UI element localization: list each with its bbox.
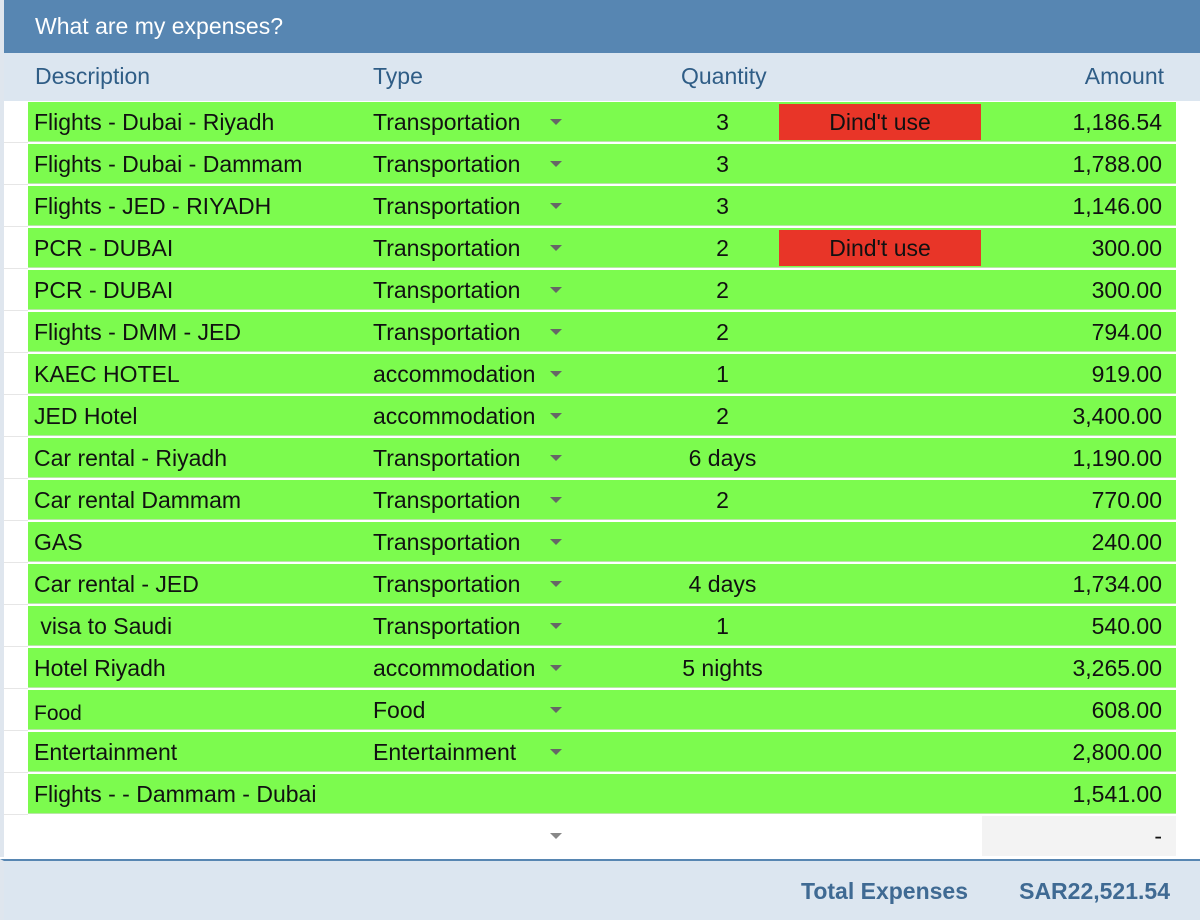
dropdown-arrow-icon[interactable]	[550, 581, 562, 587]
amount-cell[interactable]: 794.00	[1091, 319, 1162, 345]
table-row[interactable]	[0, 563, 1200, 605]
type-cell[interactable]: Transportation	[373, 529, 521, 555]
description-cell[interactable]: Flights - JED - RIYADH	[34, 193, 272, 219]
quantity-cell[interactable]: 2	[716, 487, 729, 513]
column-header-row	[0, 53, 1200, 101]
description-cell[interactable]: Hotel Riyadh	[34, 655, 166, 681]
description-cell[interactable]: visa to Saudi	[34, 613, 173, 639]
type-cell[interactable]: Transportation	[373, 319, 521, 345]
dropdown-arrow-icon[interactable]	[550, 665, 562, 671]
amount-cell[interactable]: 919.00	[1091, 361, 1162, 387]
amount-cell[interactable]: 770.00	[1091, 487, 1162, 513]
dropdown-arrow-icon[interactable]	[550, 539, 562, 545]
row-highlight	[28, 522, 1176, 562]
type-cell[interactable]: Transportation	[373, 109, 521, 135]
dropdown-arrow-icon[interactable]	[550, 455, 562, 461]
amount-cell[interactable]: 3,265.00	[1072, 655, 1162, 681]
type-cell[interactable]: Transportation	[373, 277, 521, 303]
type-cell[interactable]: Entertainment	[373, 739, 517, 765]
description-cell[interactable]: Flights - DMM - JED	[34, 319, 241, 345]
type-cell[interactable]: Transportation	[373, 193, 521, 219]
totals-row	[0, 859, 1200, 920]
amount-cell[interactable]: 1,186.54	[1072, 109, 1162, 135]
amount-cell-background	[982, 816, 1176, 856]
amount-cell[interactable]: 2,800.00	[1072, 739, 1162, 765]
table-row[interactable]	[0, 311, 1200, 353]
type-cell[interactable]: accommodation	[373, 361, 536, 387]
dropdown-arrow-icon[interactable]	[550, 623, 562, 629]
quantity-cell[interactable]: 4 days	[688, 571, 757, 597]
amount-cell[interactable]: 300.00	[1091, 277, 1162, 303]
amount-cell[interactable]: 1,146.00	[1072, 193, 1162, 219]
type-cell[interactable]: accommodation	[373, 403, 536, 429]
type-cell[interactable]: Transportation	[373, 571, 521, 597]
table-row[interactable]	[0, 185, 1200, 227]
dropdown-arrow-icon[interactable]	[550, 371, 562, 377]
table-row[interactable]	[0, 437, 1200, 479]
type-cell[interactable]: accommodation	[373, 655, 536, 681]
table-row[interactable]	[0, 689, 1200, 731]
description-cell[interactable]: JED Hotel	[34, 403, 138, 429]
header-amount[interactable]: Amount	[1084, 63, 1164, 89]
empty-table-row[interactable]	[0, 815, 1200, 857]
amount-cell[interactable]: 1,190.00	[1072, 445, 1162, 471]
table-row[interactable]	[0, 773, 1200, 815]
dropdown-arrow-icon[interactable]	[550, 287, 562, 293]
table-row[interactable]	[0, 521, 1200, 563]
quantity-cell[interactable]: 5 nights	[682, 655, 763, 681]
dropdown-arrow-icon[interactable]	[550, 749, 562, 755]
quantity-cell[interactable]: 2	[716, 277, 729, 303]
status-flag[interactable]	[779, 104, 981, 140]
table-title-bar	[0, 0, 1200, 53]
description-cell[interactable]: KAEC HOTEL	[34, 361, 180, 387]
quantity-cell[interactable]: 6 days	[688, 445, 757, 471]
dropdown-arrow-icon[interactable]	[550, 329, 562, 335]
description-cell[interactable]: GAS	[34, 529, 83, 555]
table-title: What are my expenses?	[35, 13, 284, 39]
table-row[interactable]	[0, 353, 1200, 395]
dropdown-arrow-icon[interactable]	[550, 203, 562, 209]
table-row[interactable]	[0, 479, 1200, 521]
amount-cell[interactable]: 1,788.00	[1072, 151, 1162, 177]
dropdown-arrow-icon[interactable]	[550, 161, 562, 167]
header-description[interactable]: Description	[35, 63, 151, 89]
row-highlight	[28, 732, 1176, 772]
type-cell[interactable]: Transportation	[373, 151, 521, 177]
type-cell[interactable]: Transportation	[373, 235, 521, 261]
status-flag-label: Dind't use	[829, 109, 931, 135]
table-row[interactable]	[0, 269, 1200, 311]
row-highlight	[28, 690, 1176, 730]
amount-cell[interactable]: 608.00	[1091, 697, 1162, 723]
description-cell[interactable]: Car rental - JED	[34, 571, 199, 597]
type-cell[interactable]: Transportation	[373, 613, 521, 639]
amount-cell[interactable]: 3,400.00	[1072, 403, 1162, 429]
type-cell[interactable]: Transportation	[373, 487, 521, 513]
dropdown-arrow-icon[interactable]	[550, 245, 562, 251]
description-cell[interactable]: Food	[34, 702, 82, 725]
dropdown-arrow-icon[interactable]	[550, 497, 562, 503]
description-cell[interactable]: Flights - Dubai - Dammam	[34, 151, 303, 177]
header-quantity[interactable]: Quantity	[681, 63, 767, 89]
description-cell[interactable]: Car rental - Riyadh	[34, 445, 228, 471]
quantity-cell[interactable]: 2	[716, 235, 729, 261]
amount-cell[interactable]: 1,734.00	[1072, 571, 1162, 597]
description-cell[interactable]: Car rental Dammam	[34, 487, 242, 513]
description-cell[interactable]: Flights - Dubai - Riyadh	[34, 109, 275, 135]
dropdown-arrow-icon[interactable]	[550, 413, 562, 419]
table-row[interactable]	[0, 731, 1200, 773]
amount-cell[interactable]: 300.00	[1091, 235, 1162, 261]
total-expenses-label: Total Expenses	[801, 878, 969, 904]
status-flag[interactable]	[779, 230, 981, 266]
quantity-cell[interactable]: 3	[716, 151, 729, 177]
quantity-cell[interactable]: 1	[716, 361, 729, 387]
dropdown-arrow-icon[interactable]	[550, 119, 562, 125]
dropdown-arrow-icon[interactable]	[550, 833, 562, 839]
amount-cell[interactable]: 540.00	[1091, 613, 1162, 639]
dropdown-arrow-icon[interactable]	[550, 707, 562, 713]
table-row[interactable]	[0, 647, 1200, 689]
type-cell[interactable]: Transportation	[373, 445, 521, 471]
amount-cell[interactable]: 1,541.00	[1072, 781, 1162, 807]
quantity-cell[interactable]: 2	[716, 403, 729, 429]
quantity-cell[interactable]: 3	[716, 109, 729, 135]
expense-rows	[0, 101, 1200, 857]
table-row[interactable]	[0, 143, 1200, 185]
table-row[interactable]	[0, 395, 1200, 437]
description-cell[interactable]: PCR - DUBAI	[34, 235, 174, 261]
amount-cell[interactable]: 240.00	[1091, 529, 1162, 555]
description-cell[interactable]: PCR - DUBAI	[34, 277, 174, 303]
description-cell[interactable]: Entertainment	[34, 739, 178, 765]
status-flag-label: Dind't use	[829, 235, 931, 261]
table-row[interactable]	[0, 227, 1200, 269]
description-cell[interactable]: Flights - - Dammam - Dubai	[34, 781, 317, 807]
quantity-cell[interactable]: 2	[716, 319, 729, 345]
total-expenses-value[interactable]: SAR22,521.54	[1019, 878, 1170, 904]
quantity-cell[interactable]: 3	[716, 193, 729, 219]
table-row[interactable]	[0, 605, 1200, 647]
table-row[interactable]	[0, 101, 1200, 143]
quantity-cell[interactable]: 1	[716, 613, 729, 639]
header-type[interactable]: Type	[373, 63, 423, 89]
amount-cell[interactable]: -	[1154, 823, 1162, 849]
type-cell[interactable]: Food	[373, 697, 426, 723]
